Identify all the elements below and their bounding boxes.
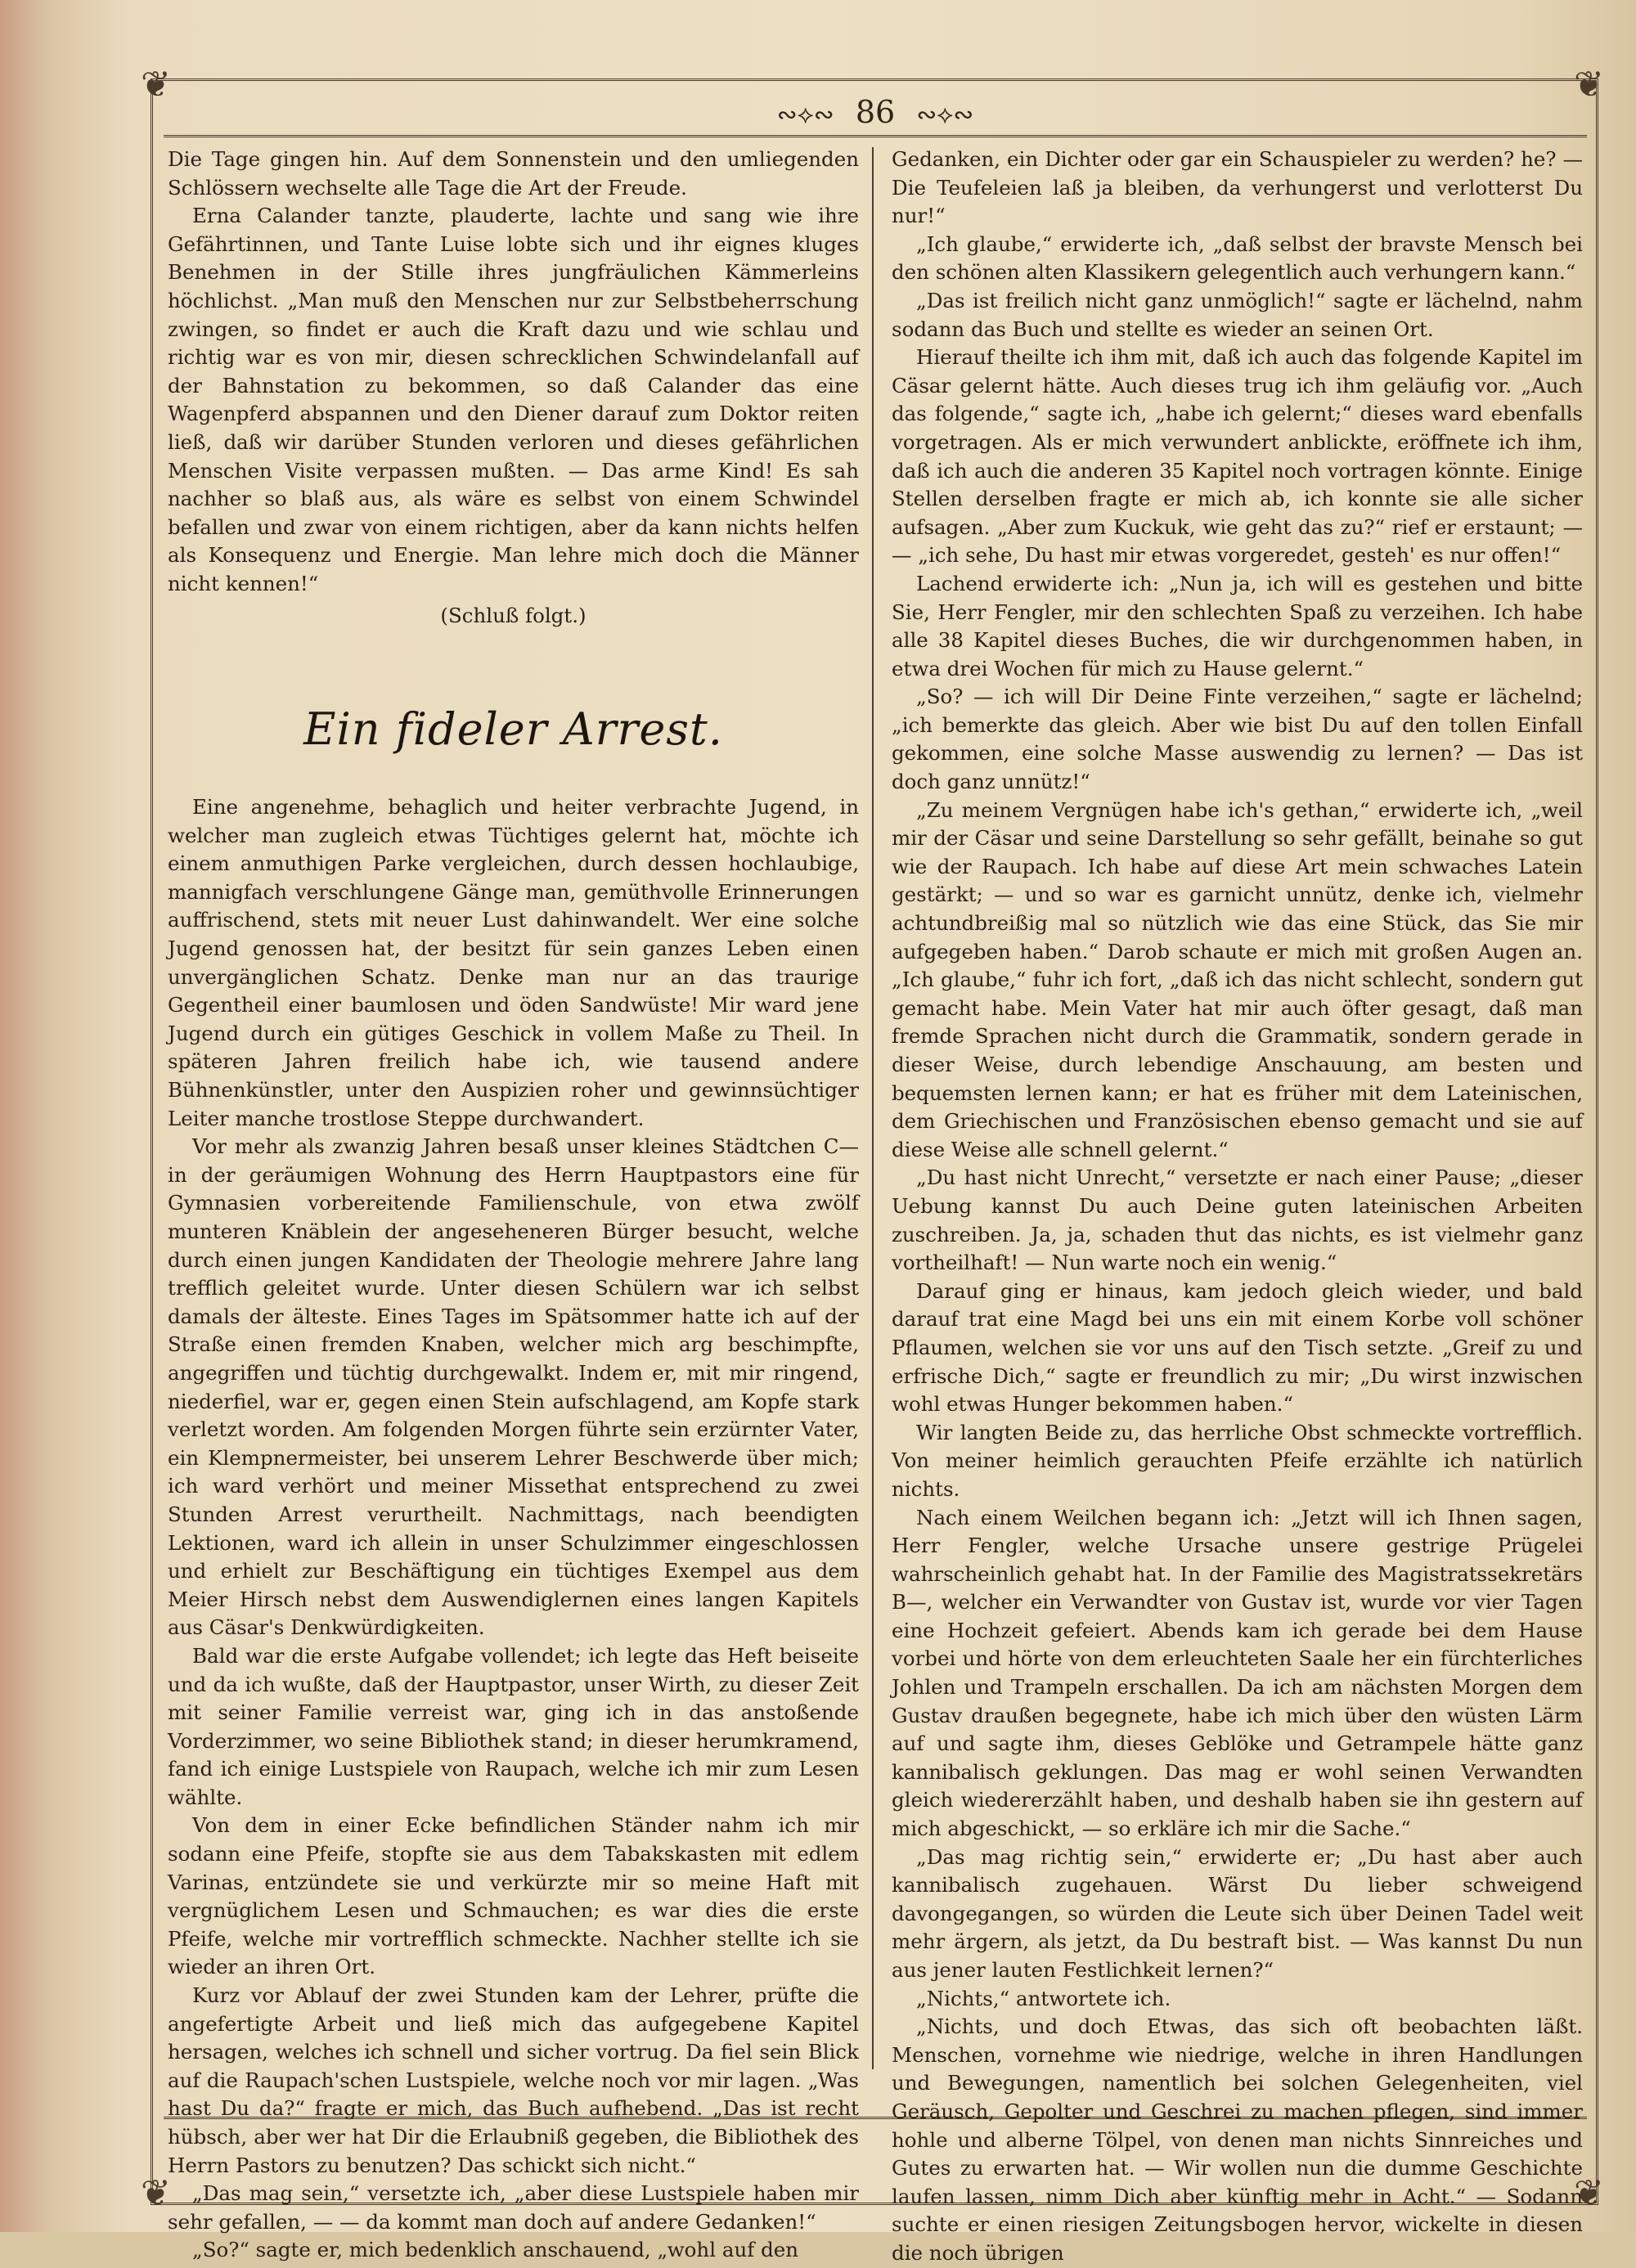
paragraph: Die Tage gingen hin. Auf dem Sonnenstein und den umliegenden Schlössern wechselte alle Tage die Art der Freude. xyxy=(168,147,859,200)
article-title: Ein fideler Arrest. xyxy=(303,703,723,756)
paragraph: Bald war die erste Aufgabe vollendet; ich legte das Heft beiseite und da ich wußte, daß der Hauptpastor, unser Wirth, zu dieser Zeit mit seiner Familie verreist war, ging ich in das anstoßende Vorderzimmer, wo seine Bibliothek stand; in dieser herumkramend, fand ich einige Lustspiele von Raupach, welche ich mir zum Lesen wählte. xyxy=(168,1643,859,1809)
header-rule xyxy=(164,135,1587,137)
paragraph: Wir langten Beide zu, das herrliche Obst schmeckte vortrefflich. Von meiner heimlich gerauchten Pfeife erzählte ich natürlich nichts. xyxy=(892,1420,1583,1501)
paragraph: „So? — ich will Dir Deine Finte verzeihen,“ sagte er lächelnd; „ich bemerkte das gleich. Aber wie bist Du auf den tollen Einfall gekommen, eine solche Masse auswendig zu lernen? — Das ist doch ganz unnütz!“ xyxy=(892,685,1583,794)
ornament-right-icon: ∾⟡∾ xyxy=(916,101,974,129)
left-column xyxy=(168,146,859,2265)
paragraph: Kurz vor Ablauf der zwei Stunden kam der Lehrer, prüfte die angefertigte Arbeit und ließ mich das aufgegebene Kapitel hersagen, welches ich schnell und sicher vortrug. Da fiel sein Blick auf die Raupach'schen Lustspiele, welche noch vor mir lagen. „Was hast Du da?“ fragte er mich, das Buch aufhebend. „Das ist recht hübsch, aber wer hat Dir die Erlaubniß gegeben, die Bibliothek des Herrn Pastors zu benutzen? Das schickt sich nicht.“ xyxy=(168,1983,859,2177)
page-header xyxy=(736,92,1014,132)
paragraph: „Das ist freilich nicht ganz unmöglich!“ sagte er lächelnd, nahm sodann das Buch und stellte es wieder an seinen Ort. xyxy=(892,288,1583,341)
paragraph: „Zu meinem Vergnügen habe ich's gethan,“ erwiderte ich, „weil mir der Cäsar und seine Darstellung so sehr gefällt, beinahe so gut wie der Raupach. Ich habe auf diese Art mein schwaches Latein gestärkt; — und so war es garnicht unnütz, denke ich, vielmehr achtundbreißig mal so nützlich wie das eine Stück, das Sie mir aufgegeben haben.“ Darob schaute er mich mit großen Augen an. „Ich glaube,“ fuhr ich fort, „daß ich das nicht schlecht, sondern gut gemacht habe. Mein Vater hat mir auch öfter gesagt, daß man fremde Sprachen nicht durch die Grammatik, sondern gerade in dieser Weise, durch lebendige Anschauung, am besten und bequemsten lernen kann; er hat es früher mit dem Lateinischen, dem Griechischen und Französischen ebenso gemacht und sie auf diese Weise alle schnell gelernt.“ xyxy=(892,797,1583,1161)
page-number: 86 xyxy=(855,94,896,130)
paragraph: „Das mag sein,“ versetzte ich, „aber diese Lustspiele haben mir sehr gefallen, — — da kommt man doch auf andere Gedanken!“ xyxy=(168,2181,859,2234)
paragraph: „Nichts,“ antwortete ich. xyxy=(916,1986,1171,2010)
corner-ornament-icon: ❦ xyxy=(1574,2172,1604,2214)
paragraph: „So?“ sagte er, mich bedenklich anschauend, „wohl auf den xyxy=(192,2238,799,2262)
paragraph: „Ich glaube,“ erwiderte ich, „daß selbst der bravste Mensch bei den schönen alten Klassikern gelegentlich auch verhungern kann.“ xyxy=(892,231,1583,285)
paragraph: Lachend erwiderte ich: „Nun ja, ich will es gestehen und bitte Sie, Herr Fengler, mir den schlechten Spaß zu verzeihen. Ich habe alle 38 Kapitel dieses Buches, die wir durchgenommen haben, in etwa drei Wochen für mich zu Hause gelernt.“ xyxy=(892,571,1583,680)
paragraph: Erna Calander tanzte, plauderte, lachte und sang wie ihre Gefährtinnen, und Tante Luise lobte sich und ihr eignes kluges Benehmen in der Stille ihres jungfräulichen Kämmerleins höchlichst. „Man muß den Menschen nur zur Selbstbeherrschung zwingen, so findet er auch die Kraft dazu und wie schlau und richtig war es von mir, diesen schrecklichen Schwindelanfall auf der Bahnstation zu bekommen, so daß Calander das eine Wagenpferd abspannen und den Diener darauf zum Doktor reiten ließ, daß wir darüber Stunden verloren und dieses gefährlichen Menschen Visite verpassen mußten. — Das arme Kind! Es sah nachher so blaß aus, als wäre es selbst von einem Schwindel befallen und zwar von einem richtigen, aber da kann nichts helfen als Konsequenz und Energie. Man lehre mich doch die Männer nicht kennen!“ xyxy=(168,204,859,595)
paragraph: Eine angenehme, behaglich und heiter verbrachte Jugend, in welcher man zugleich etwas Tüchtiges gelernt hat, möchte ich einem anmuthigen Parke vergleichen, durch dessen hochlaubige, mannigfach verschlungene Gänge man, gemüthvolle Erinnerungen auffrischend, stets mit neuer Lust dahinwandelt. Wer eine solche Jugend genossen hat, der besitzt für sein ganzes Leben einen unvergänglichen Schatz. Denke man nur an das traurige Gegentheil einer baumlosen und öden Sandwüste! Mir ward jene Jugend durch ein gütiges Geschick in vollem Maße zu Theil. In späteren Jahren freilich habe ich, wie tausend andere Bühnenkünstler, unter den Auspizien roher und gewinnsüchtiger Leiter manche trostlose Steppe durchwandert. xyxy=(168,795,859,1130)
paragraph: Vor mehr als zwanzig Jahren besaß unser kleines Städtchen C— in der geräumigen Wohnung des Herrn Hauptpastors eine für Gymnasien vorbereitende Familienschule, von etwa zwölf munteren Knäblein der angeseheneren Bürger besucht, welche durch einen jungen Kandidaten der Theologie mehrere Jahre lang trefflich geleitet wurde. Unter diesen Schülern war ich selbst damals der älteste. Eines Tages im Spätsommer hatte ich auf der Straße einen fremden Knaben, welcher mich arg beschimpfte, angegriffen und tüchtig durchgewalkt. Indem er, mit mir ringend, niederfiel, war er, gegen einen Stein aufschlagend, am Kopfe stark verletzt worden. Am folgenden Morgen führte sein erzürnter Vater, ein Klempnermeister, bei unserem Lehrer Beschwerde über mich; ich ward verhört und meiner Missethat entsprechend zu zwei Stunden Arrest verurtheilt. Nachmittags, nach beendigten Lektionen, ward ich allein in unser Schulzimmer eingeschlossen und erhielt zur Beschäftigung ein tüchtiges Exempel aus dem Meier Hirsch nebst dem Auswendiglernen eines langen Kapitels aus Cäsar's Denkwürdigkeiten. xyxy=(168,1134,859,1640)
to-be-continued-note: (Schluß folgt.) xyxy=(440,603,587,627)
paragraph: Gedanken, ein Dichter oder gar ein Schauspieler zu werden? he? — Die Teufeleien laß ja bleiben, da verhungerst und verlotterst Du nur!“ xyxy=(892,147,1583,228)
paragraph: „Nichts, und doch Etwas, das sich oft beobachten läßt. Menschen, vornehme wie niedrige, welche in ihren Handlungen und Bewegungen, namentlich bei solchen Gelegenheiten, viel Geräusch, Gepolter und Geschrei zu machen pflegen, sind immer hohle und alberne Tölpel, von denen man nichts Sinnreiches und Gutes zu erwarten hat. — Wir wollen nun die dumme Geschichte laufen lassen, nimm Dich aber künftig mehr in Acht.“ — Sodann suchte er einen riesigen Zeitungsbogen hervor, wickelte in diesen die noch übrigen xyxy=(892,2014,1583,2265)
column-divider xyxy=(872,147,874,2069)
right-column xyxy=(892,146,1583,2268)
paragraph: Hierauf theilte ich ihm mit, daß ich auch das folgende Kapitel im Cäsar gelernt hätte. Auch dieses trug ich ihm geläufig vor. „Auch das folgende,“ sagte ich, „habe ich gelernt;“ dieses ward ebenfalls vorgetragen. Als er mich verwundert anblickte, eröffnete ich ihm, daß ich auch die anderen 35 Kapitel noch vortragen könnte. Einige Stellen derselben fragte er mich ab, ich konnte sie alle sicher aufsagen. „Aber zum Kuckuk, wie geht das zu?“ rief er erstaunt; — — „ich sehe, Du hast mir etwas vorgeredet, gesteh' es nur offen!“ xyxy=(892,345,1583,568)
corner-ornament-icon: ❦ xyxy=(1574,64,1604,106)
paragraph: Von dem in einer Ecke befindlichen Ständer nahm ich mir sodann eine Pfeife, stopfte sie aus dem Tabakskasten mit edlem Varinas, entzündete sie und verkürzte mir so meine Haft mit vergnüglichem Lesen und Schmauchen; es war dies die erste Pfeife, welche mir vortrefflich schmeckte. Nachher stellte ich sie wieder an ihren Ort. xyxy=(168,1813,859,1979)
corner-ornament-icon: ❦ xyxy=(141,64,171,106)
ornament-left-icon: ∾⟡∾ xyxy=(776,101,834,129)
paragraph: Nach einem Weilchen begann ich: „Jetzt will ich Ihnen sagen, Herr Fengler, welche Ursache unsere gestrige Prügelei wahrscheinlich gehabt hat. In der Familie des Magistratssekretärs B—, welcher ein Verwandter von Gustav ist, wurde vor vier Tagen eine Hochzeit gefeiert. Abends kam ich gerade bei dem Hause vorbei und hörte von dem erleuchteten Saale her ein fürchterliches Johlen und Trampeln erschallen. Da ich am nächsten Morgen dem Gustav draußen begegnete, habe ich mich über den wüsten Lärm auf und sagte ihm, dieses Geblöke und Getrampele hätte ganz kannibalisch geklungen. Das mag er wohl seinen Verwandten gleich wiedererzählt haben, und deshalb haben sie ihn gestern auf mich abgeschickt, — so erkläre ich mir die Sache.“ xyxy=(892,1505,1583,1841)
paragraph: Darauf ging er hinaus, kam jedoch gleich wieder, und bald darauf trat eine Magd bei uns ein mit einem Korbe voll schöner Pflaumen, welchen sie vor uns auf den Tisch setzte. „Greif zu und erfrische Dich,“ sagte er freundlich zu mir; „Du wirst inzwischen wohl etwas Hunger bekommen haben.“ xyxy=(892,1278,1583,1417)
corner-ornament-icon: ❦ xyxy=(141,2172,171,2214)
paragraph: „Das mag richtig sein,“ erwiderte er; „Du hast aber auch kannibalisch zugehauen. Wärst Du lieber schweigend davongegangen, so würden die Leute sich über Deinen Tadel weit mehr ärgern, als jetzt, da Du bestraft bist. — Was kannst Du nun aus jener lauten Festlichkeit lernen?“ xyxy=(892,1844,1583,1982)
paragraph: „Du hast nicht Unrecht,“ versetzte er nach einer Pause; „dieser Uebung kannst Du auch Deine guten lateinischen Arbeiten zuschreiben. Ja, ja, schaden thut das nichts, es ist vielmehr ganz vortheilhaft! — Nun warte noch ein wenig.“ xyxy=(892,1165,1583,1275)
